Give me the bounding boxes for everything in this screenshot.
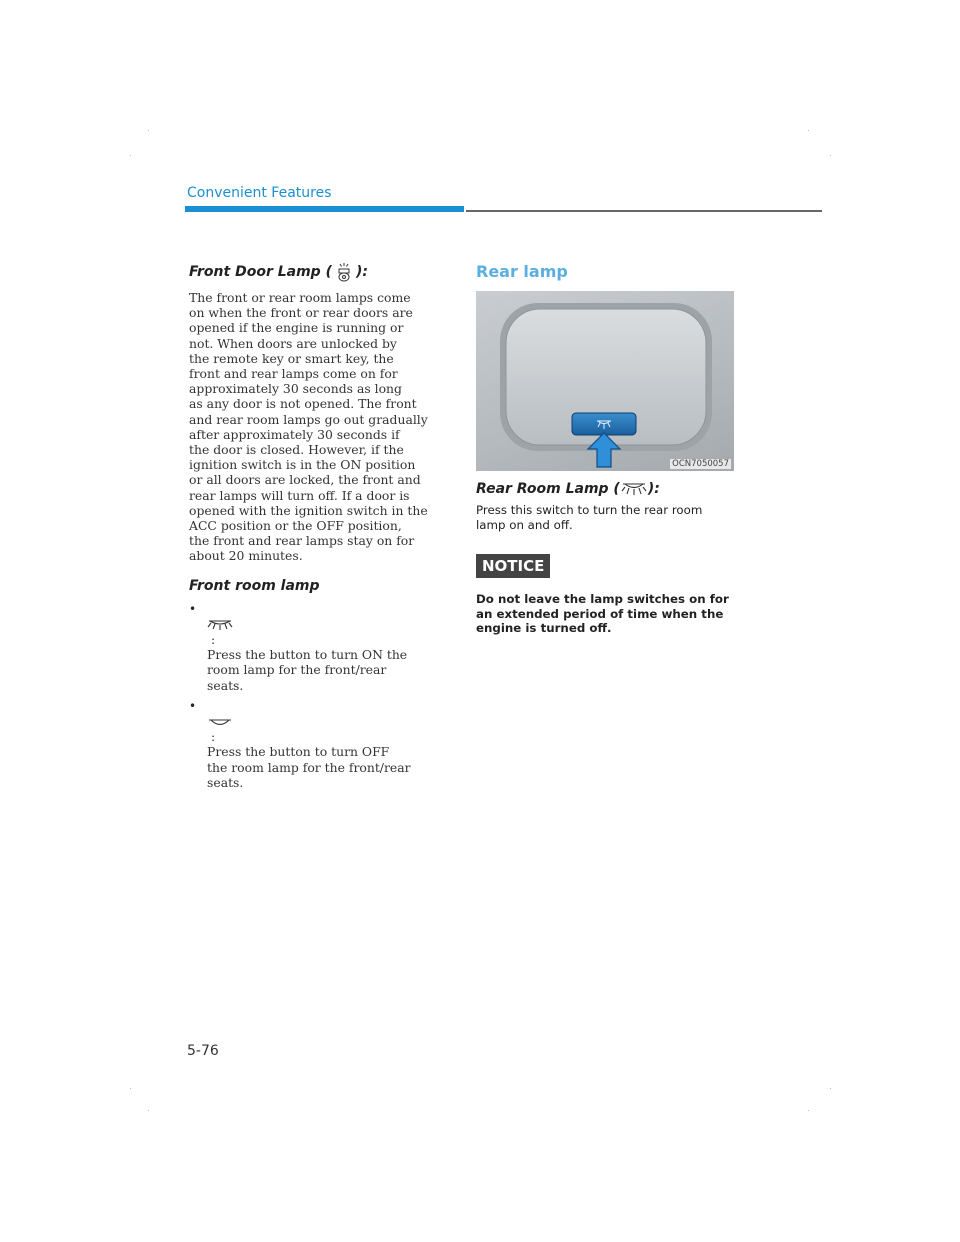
lamp-on-description: Press the button to turn ON the room lamp for the front/rear seats. [207, 647, 408, 693]
room-lamp-off-icon [207, 717, 233, 729]
crop-mark [148, 130, 149, 131]
notice-badge: NOTICE [476, 554, 550, 578]
header-rule [466, 210, 822, 212]
front-room-lamp-heading: Front room lamp [189, 577, 320, 594]
lamp-off-description: Press the button to turn OFF the room lamp for the front/rear seats. [207, 744, 411, 790]
list-item-lamp-off: • : Press the button to turn OFF the room lamp for the front/rear seats. [189, 699, 455, 790]
crop-mark [808, 1110, 809, 1111]
crop-mark [130, 155, 131, 156]
door-lamp-icon [335, 262, 353, 282]
crop-mark [830, 155, 831, 156]
right-column [476, 262, 736, 636]
crop-mark [148, 1110, 149, 1111]
left-column [189, 262, 455, 790]
front-door-lamp-heading: Front Door Lamp ( ): [189, 264, 368, 280]
front-door-lamp-description: The front or rear room lamps come on when the front or rear doors are opened if the engine is running or not. When doors are unlocked by the remote key or smart key, the front and rear lamps come on for approximately 30 seconds as long as any door is not opened. The front and rear room lamps go out gradually after approximately 30 seconds if the door is closed. However, if the ignition switch is in the ON position or all doors are locked, the front and rear lamps will turn off. If a door is opened with the ignition switch in the ACC position or the OFF position, the front and rear lamps stay on for about 20 minutes. [189, 290, 428, 564]
list-item-lamp-on: • : Press the button to turn ON the room lamp for the front/rear seats. [189, 602, 455, 693]
header-rule-accent [185, 206, 464, 212]
crop-mark [808, 130, 809, 131]
figure-code: OCN7050057 [672, 459, 729, 469]
notice-text: Do not leave the lamp switches on for an extended period of time when the engine is turned off. [476, 592, 729, 635]
page-number: 5-76 [187, 1043, 219, 1059]
running-header: Convenient Features [187, 185, 332, 201]
rear-room-lamp-icon [621, 482, 647, 496]
rear-lamp-section-title: Rear lamp [476, 262, 568, 281]
rear-lamp-photo [476, 291, 734, 471]
room-lamp-on-icon [207, 619, 233, 631]
rear-room-lamp-description: Press this switch to turn the rear room lamp on and off. [476, 503, 703, 532]
rear-room-lamp-heading: Rear Room Lamp ( ): [476, 481, 660, 497]
crop-mark [830, 1088, 831, 1089]
crop-mark [130, 1088, 131, 1089]
